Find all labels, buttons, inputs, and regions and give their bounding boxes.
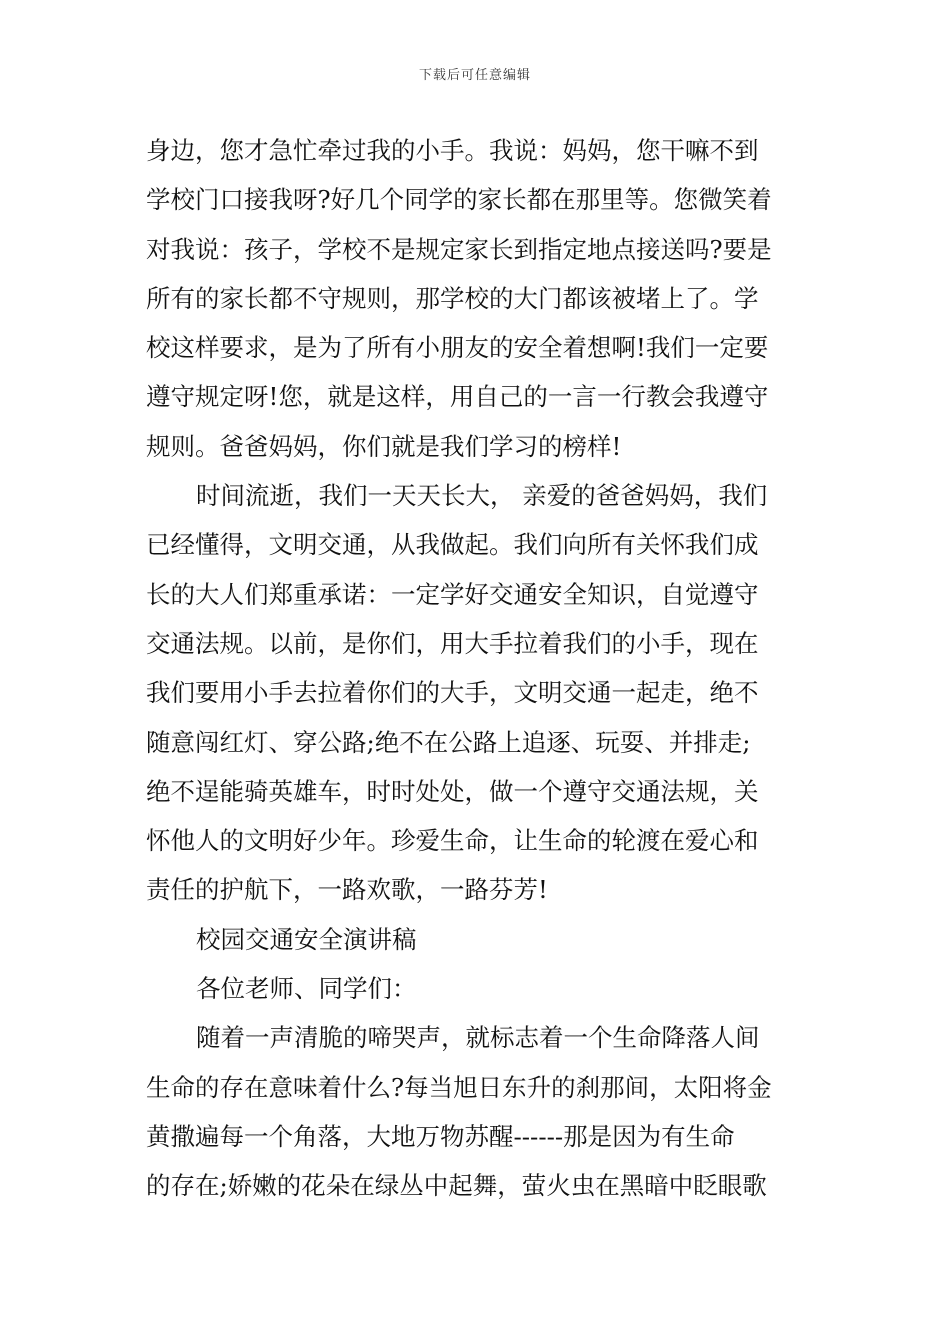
- text-line: 所有的家长都不守规则，那学校的大门都该被堵上了。学: [146, 283, 759, 313]
- text-line: 交通法规。以前，是你们，用大手拉着我们的小手，现在: [146, 628, 759, 658]
- text-line: 时间流逝，我们一天天长大， 亲爱的爸爸妈妈，我们: [196, 481, 768, 511]
- text-line: 的存在;娇嫩的花朵在绿丛中起舞，萤火虫在黑暗中眨眼歌: [146, 1171, 767, 1201]
- text-line: 随着一声清脆的啼哭声，就标志着一个生命降落人间: [196, 1023, 760, 1053]
- text-line: 生命的存在意味着什么?每当旭日东升的刹那间，太阳将金: [146, 1072, 772, 1102]
- text-line: 随意闯红灯、穿公路;绝不在公路上追逐、玩耍、并排走;: [146, 727, 751, 757]
- text-line: 规则。爸爸妈妈，你们就是我们学习的榜样!: [146, 431, 622, 461]
- text-line: 怀他人的文明好少年。珍爱生命，让生命的轮渡在爱心和: [146, 826, 759, 856]
- text-line: 绝不逞能骑英雄车，时时处处，做一个遵守交通法规，关: [146, 776, 759, 806]
- text-line: 对我说：孩子，学校不是规定家长到指定地点接送吗?要是: [146, 234, 772, 264]
- text-line: 长的大人们郑重承诺：一定学好交通安全知识，自觉遵守: [146, 579, 759, 609]
- section-title: 校园交通安全演讲稿: [196, 924, 417, 954]
- text-line: 学校门口接我呀?好几个同学的家长都在那里等。您微笑着: [146, 185, 772, 215]
- page-header: 下载后可任意编辑: [418, 68, 531, 83]
- salutation: 各位老师、同学们：: [196, 974, 417, 1004]
- text-line: 责任的护航下，一路欢歌，一路芬芳!: [146, 875, 548, 905]
- text-line: 我们要用小手去拉着你们的大手，文明交通一起走，绝不: [146, 678, 759, 708]
- text-line: 已经懂得，文明交通，从我做起。我们向所有关怀我们成: [146, 530, 759, 560]
- text-line: 校这样要求，是为了所有小朋友的安全着想啊!我们一定要: [146, 333, 769, 363]
- text-line: 黄撒遍每一个角落，大地万物苏醒------那是因为有生命: [146, 1121, 735, 1151]
- document-body: [146, 126, 816, 1211]
- text-line: 身边，您才急忙牵过我的小手。我说：妈妈，您干嘛不到: [146, 136, 759, 165]
- text-line: 遵守规定呀!您，就是这样，用自己的一言一行教会我遵守: [146, 382, 769, 412]
